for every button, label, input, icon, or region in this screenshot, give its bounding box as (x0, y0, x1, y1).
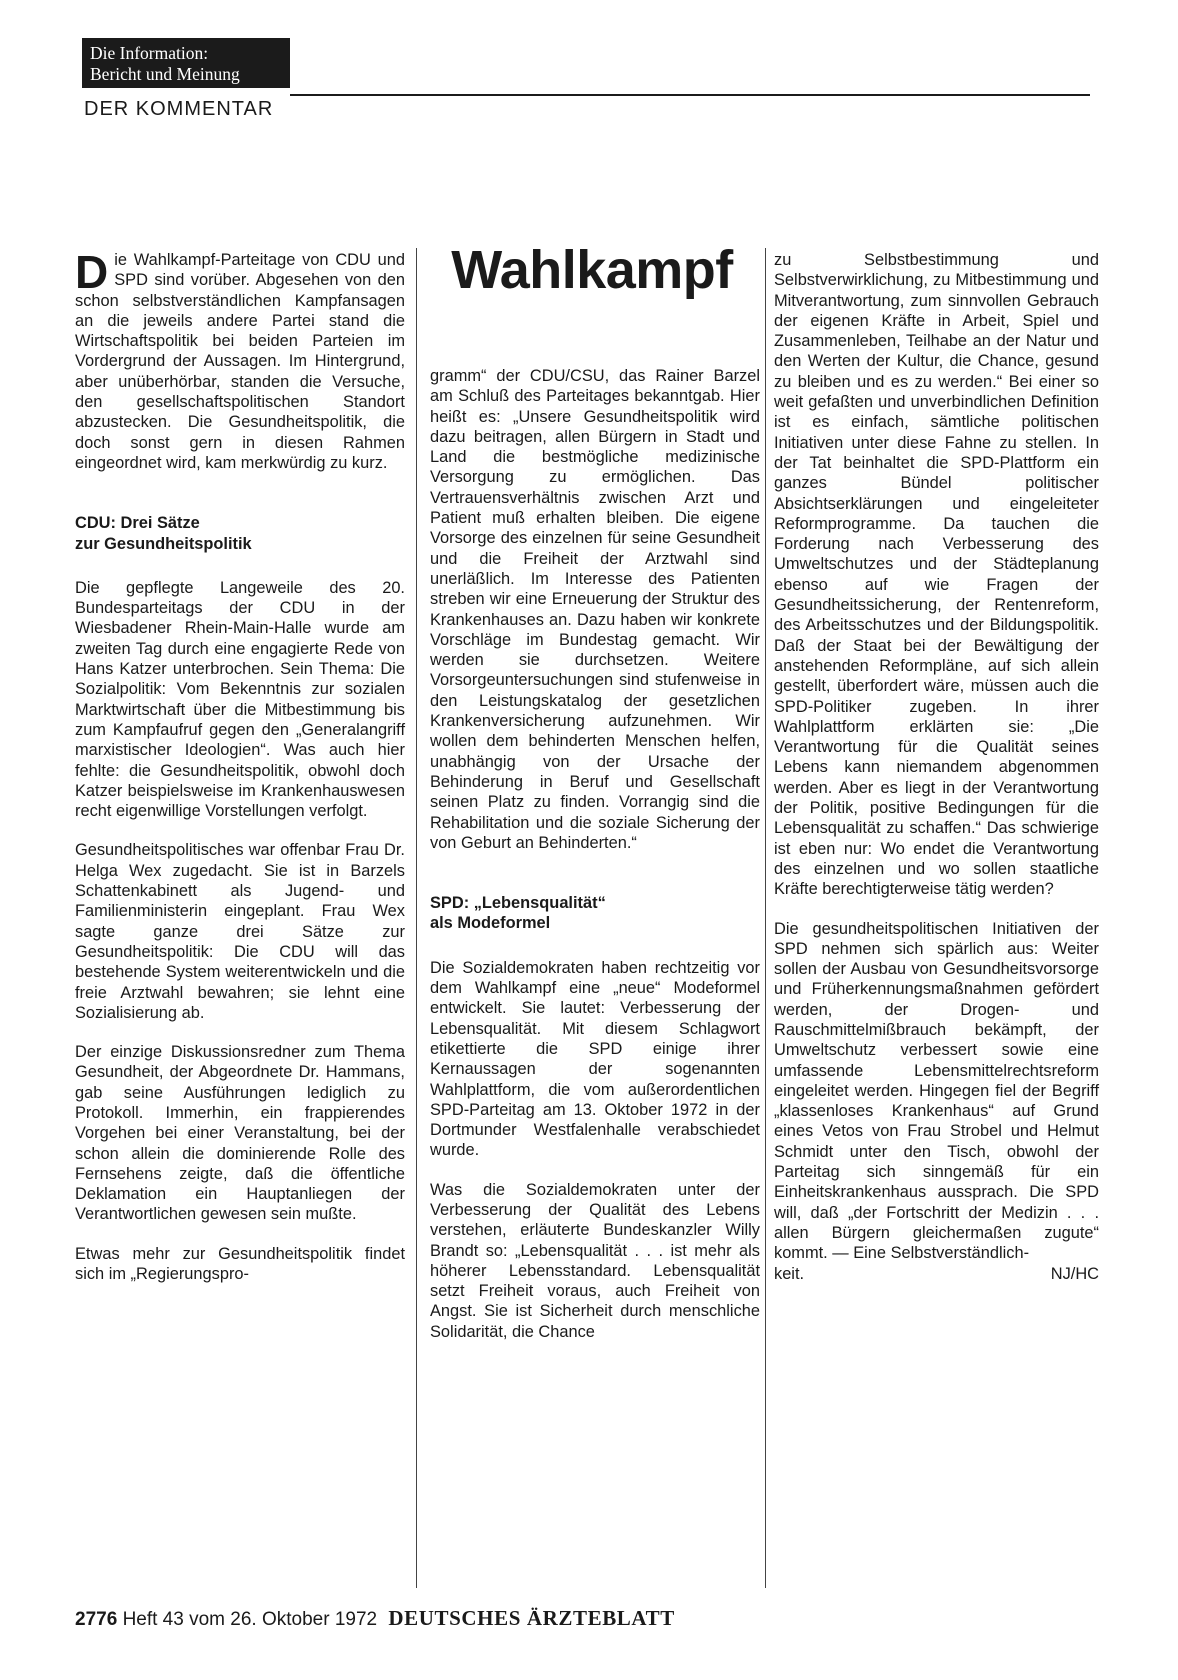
author-signature: NJ/HC (1050, 1264, 1099, 1283)
column-3 (774, 250, 1099, 1284)
drop-cap: D (75, 246, 109, 298)
issue-info: Heft 43 vom 26. Oktober 1972 (122, 1609, 378, 1630)
rubric-line-2: Bericht und Meinung (90, 64, 240, 84)
top-rule (290, 94, 1090, 96)
paragraph-cdu-4: Etwas mehr zur Gesundheitspolitik findet sich im „Regierungspro- (75, 1244, 405, 1284)
subhead-cdu-line-2: zur Gesundheitspolitik (75, 534, 252, 553)
section-label: DER KOMMENTAR (84, 98, 274, 120)
closing-word: keit. (774, 1264, 805, 1283)
rubric-line-1: Die Information: (90, 43, 209, 63)
intro-text: ie Wahlkampf-Parteitage von CDU und SPD sind vorüber. Abgesehen von den schon selbstverständlichen Kampfansagen an die jeweils andere Partei stand die Wirtschaftspolitik bei beiden Parteien im Vordergrund der Aussagen. Im Hintergrund, aber unüberhörbar, standen die Versuche, den gesellschaftspolitischen Standort abzustecken. Die Gesundheitspolitik, die doch sonst gern in diesen Rahmen eingeordnet wird, kam merkwürdig zu kurz. (75, 251, 405, 472)
paragraph-spd-2: Was die Sozialdemokraten unter der Verbesserung der Qualität des Lebens verstehen, erläuterte Bundeskanzler Willy Brandt so: „Lebensqualität . . . ist mehr als höherer Lebensstandard. Lebensqualität setzt Freiheit voraus, auch Freiheit von Angst. Sie ist Sicherheit durch menschliche Solidarität, die Chance (430, 1180, 760, 1341)
page-number: 2776 (75, 1609, 118, 1630)
rubric-box (82, 38, 290, 88)
column-1 (75, 246, 405, 1303)
paragraph-spd-4: Die gesundheitspolitischen Initiativen der SPD nehmen sich spärlich aus: Weiter sollen der Ausbau von Gesundheitsvorsorge und Früherkennungsmaßnahmen gefördert werden, der Drogen- und Rauschmittelmißbrauch bekämpft, der Umweltschutz verbessert sowie eine umfassende Lebensmittelrechtsreform eingeleitet werden. Hingegen fiel der Begriff „klassenloses Krankenhaus“ auf Grund eines Vetos von Frau Strobel und Helmut Schmidt unter den Tisch, obwohl der Parteitag sich sinngemäß für ein Einheitskrankenhaus aussprach. Die SPD will, daß „der Fortschritt der Medizin . . . allen Bürgern gleichermaßen zugute“ kommt. — Eine Selbstverständlich- (774, 919, 1099, 1263)
column-divider-1 (416, 248, 417, 1588)
subhead-spd (430, 893, 760, 934)
paragraph-cdu-1: Die gepflegte Langeweile des 20. Bundesparteitags der CDU in der Wiesbadener Rhein-Main-Halle wurde am zweiten Tag durch eine engagierte Rede von Hans Katzer unterbrochen. Sein Thema: Die Sozialpolitik: Vom Bekenntnis zur sozialen Marktwirtschaft über die Mitbestimmung bis zum Kampfaufruf gegen den „Generalangriff marxistischer Ideologien“. Was auch hier fehlte: die Gesundheitspolitik, obwohl doch Katzer beispielsweise im Krankenhauswesen recht eigenwillige Vorstellungen verfolgt. (75, 578, 405, 821)
paragraph-program-quote: gramm“ der CDU/CSU, das Rainer Barzel am Schluß des Parteitages bekanntgab. Hier heißt es: „Unsere Gesundheitspolitik wird dazu beitragen, allen Bürgern in Stadt und Land die bestmögliche medizinische Versorgung zu ermöglichen. Das Vertrauensverhältnis zwischen Arzt und Patient muß erhalten bleiben. Die eigene Vorsorge des einzelnen für seine Gesundheit und die Freiheit der Arztwahl sind unerläßlich. Im Interesse des Patienten streben wir eine Erneuerung der Struktur des Krankenhauses an. Dazu haben wir konkrete Vorschläge im Bundestag gemacht. Wir werden sie durchsetzen. Weitere Vorsorgeuntersuchungen sind stufenweise in den Leistungskatalog der gesetzlichen Krankenversicherung aufzunehmen. Wir wollen dem behinderten Menschen helfen, unabhängig von der Ursache der Behinderung in Beruf und Gesellschaft seinen Platz zu finden. Vorrangig sind die Rehabilitation und die soziale Sicherung der von Geburt an Behinderten.“ (430, 367, 760, 852)
paragraph-cdu-3: Der einzige Diskussionsredner zum Thema Gesundheit, der Abgeordnete Dr. Hammans, gab seine Ausführungen lediglich zu Protokoll. Immerhin, ein frappierendes Vorgehen bei einer Veranstaltung, bei der schon allein die dominierende Rolle des Fernsehens zeigte, daß die öffentliche Deklamation ein Hauptanliegen der Verantwortlichen gewesen sein mußte. (75, 1043, 405, 1224)
paragraph-spd-3: zu Selbstbestimmung und Selbstverwirklichung, zu Mitbestimmung und Mitverantwortung, zum sinnvollen Gebrauch der eigenen Kräfte in Arbeit, Spiel und Zusammenleben, Teilhabe an der Natur und den Werten der Kultur, die Chance, gesund zu bleiben und es zu werden.“ Bei einer so weit gefaßten und unverbindlichen Definition ist es einfach, sämtliche politischen Initiativen unter diese Fahne zu stellen. In der Tat beinhaltet die SPD-Plattform ein ganzes Bündel politischer Absichtserklärungen und eingeleiteter Reformprogramme. Da tauchen die Forderung nach Verbesserung des Umweltschutzes und der Städteplanung ebenso auf wie Fragen der Gesundheitssicherung, der Rentenreform, des Arbeitsschutzes und der Bildungspolitik. Daß der Staat bei der Bewältigung der anstehenden Reformpläne, auf sich allein gestellt, überfordert wäre, müssen auch die SPD-Politiker zugeben. In ihrer Wahlplattform erklärten sie: „Die Verantwortung für die Qualität seines Lebens kann niemandem abgenommen werden. Aber es liegt in der Verantwortung der Politik, positive Bedingungen für die Lebensqualität zu schaffen.“ Das schwierige ist eben nur: Wo endet die Verantwortung des einzelnen und wo sollen staatliche Kräfte berechtigterweise tätig werden? (774, 251, 1099, 899)
subhead-spd-line-1: SPD: „Lebensqualität“ (430, 894, 606, 913)
subhead-cdu-line-1: CDU: Drei Sätze (75, 514, 200, 533)
paragraph-cdu-2: Gesundheitspolitisches war offenbar Frau Dr. Helga Wex zugedacht. Sie ist in Barzels Schattenkabinett als Jugend- und Familienministerin eingeplant. Frau Wex sagte ganze drei Sätze zur Gesundheitspolitik: Die CDU will das bestehende System weiterentwickeln und die freie Arztwahl bewahren; sie lehnt eine Sozialisierung ab. (75, 841, 405, 1022)
column-2 (430, 366, 760, 1361)
subhead-cdu (75, 513, 405, 554)
subhead-spd-line-2: als Modeformel (430, 914, 551, 933)
intro-paragraph (75, 246, 405, 473)
journal-masthead: DEUTSCHES ÄRZTEBLATT (388, 1606, 675, 1630)
closing-line (774, 1264, 1099, 1284)
column-divider-2 (765, 248, 766, 1588)
page-footer (75, 1606, 675, 1631)
paragraph-spd-1: Die Sozialdemokraten haben rechtzeitig vor dem Wahlkampf eine „neue“ Modeformel entwickelt. Sie lautet: Verbesserung der Lebensqualität. Mit diesem Schlagwort etikettierte die SPD einige ihrer Kernaussagen der sogenannten Wahlplattform, die vom außerordentlichen SPD-Parteitag am 13. Oktober 1972 in der Dortmunder Westfalenhalle verabschiedet wurde. (430, 958, 760, 1160)
article-headline: Wahlkampf (451, 240, 733, 300)
